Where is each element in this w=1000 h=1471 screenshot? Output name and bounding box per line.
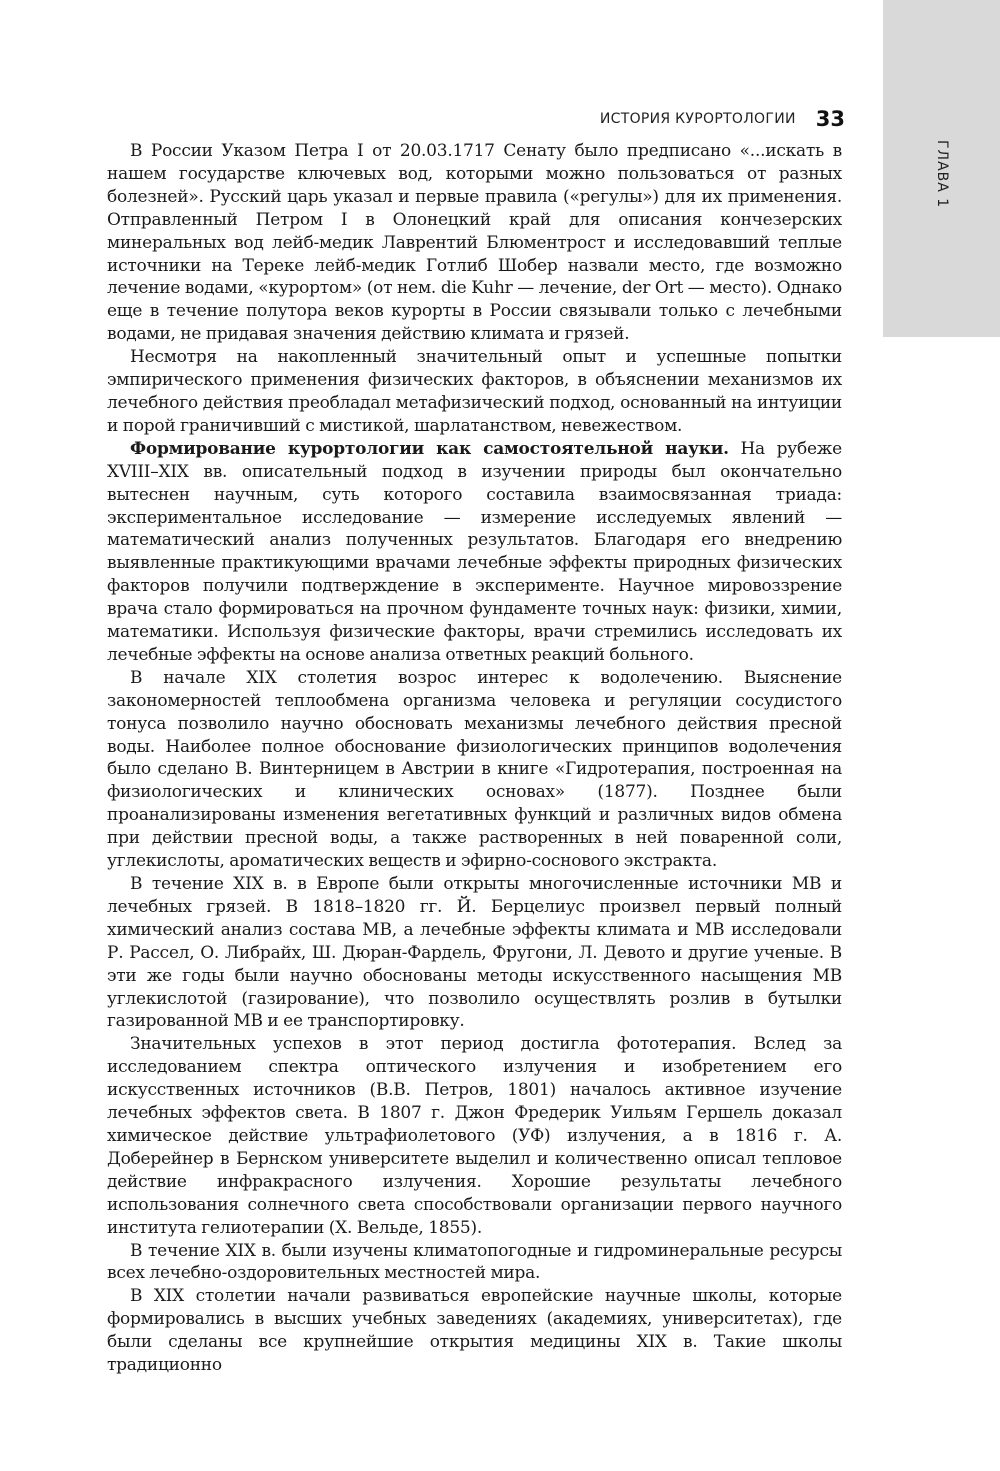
section-heading: Формирование курортологии как самостоятельной науки. <box>130 438 729 459</box>
paragraph-scientific-schools: В XIX столетии начали развиваться европейские научные школы, которые формировались в высших учебных заведениях (академиях, университетах), где были сделаны все крупнейшие открытия медицины XIX в. Такие школы традиционно <box>107 1286 842 1376</box>
paragraph-metaphysical-approach: Несмотря на накопленный значительный опыт и успешные попытки эмпирического применения физических факторов, в объяснении механизмов их лечебного действия преобладал метафизический подход, основанный на интуиции и порой граничивший с мистикой, шарлатанством, невежеством. <box>107 347 842 436</box>
paragraph-climate-resources: В течение XIX в. были изучены климатопогодные и гидроминеральные ресурсы всех лечебно-оздоровительных местностей мира. <box>107 1240 842 1284</box>
paragraph-ukaz-petra: В России Указом Петра I от 20.03.1717 Сенату было предписано «...искать в нашем государстве ключевых вод, которыми можно пользоваться от разных болезней». Русский царь указал и первые правила («регулы») для их применения. Отправленный Петром I в Олонецкий край для описания кончезерских минеральных вод лейб-медик Лаврентий Блюментрост и исследовавший теплые источники на Тереке лейб-медик Готлиб Шобер назвали место, где возможно лечение водами, «курортом» (от нем. die Kuhr — лечение, der Ort — место). Однако еще в течение полутора веков курорты в России связывали только с лечебными водами, не придавая значения действию климата и грязей. <box>107 141 842 345</box>
paragraph-mineral-waters: В течение XIX в. в Европе были открыты многочисленные источники МВ и лечебных грязей. В 1818–1820 гг. Й. Берцелиус произвел первый полный химический анализ состава МВ, а лечебные эффекты климата и МВ исследовали Р. Рассел, О. Либрайх, Ш. Дюран-Фардель, Фругони, Л. Девото и другие ученые. В эти же годы были научно обоснованы методы искусственного насыщения МВ углекислотой (газирование), что позволило осуществлять розлив в бутылки газированной МВ и ее транспортировку. <box>107 874 842 1032</box>
running-header <box>560 104 845 134</box>
paragraph-hydrotherapy: В начале XIX столетия возрос интерес к водолечению. Выяснение закономерностей теплообмена организма человека и регуляции сосудистого тонуса позволило научно обосновать механизмы лечебного действия пресной воды. Наиболее полное обоснование физиологических принципов водолечения было сделано В. Винтерницем в Австрии в книге «Гидротерапия, построенная на физиологических и клинических основах» (1877). Позднее были проанализированы изменения вегетативных функций и различных видов обмена при действии пресной воды, а также растворенных в ней поваренной соли, углекислоты, ароматических веществ и эфирно-соснового экстракта. <box>107 667 842 872</box>
paragraph-formation-of-science <box>107 438 842 667</box>
running-title: ИСТОРИЯ КУРОРТОЛОГИИ <box>599 111 796 127</box>
main-text <box>107 140 842 1377</box>
chapter-label: ГЛАВА 1 <box>934 140 950 209</box>
page-number: 33 <box>815 107 845 131</box>
paragraph-phototherapy: Значительных успехов в этот период достигла фототерапия. Вслед за исследованием спектра оптического излучения и изобретением его искусственных источников (В.В. Петров, 1801) началось активное изучение лечебных эффектов света. В 1807 г. Джон Фредерик Уильям Гершель доказал химическое действие ультрафиолетового (УФ) излучения, а в 1816 г. А. Доберейнер в Бернском университете выделил и количественно описал тепловое действие инфракрасного излучения. Хорошие результаты лечебного использования солнечного света способствовали организации первого научного института гелиотерапии (Х. Вельде, 1855). <box>107 1034 842 1238</box>
paragraph-formation-text: На рубеже XVIII–XIX вв. описательный подход в изучении природы был окончательно вытеснен научным, суть которого составила взаимосвязанная триада: экспериментальное исследование — измерение исследуемых явлений — математический анализ полученных результатов. Благодаря его внедрению выявленные практикующими врачами лечебные эффекты природных физических факторов получили подтверждение в эксперименте. Научное мировоззрение врача стало формироваться на прочном фундаменте точных наук: физики, химии, математики. Используя физические факторы, врачи стремились исследовать их лечебные эффекты на основе анализа ответных реакций больного. <box>107 438 842 665</box>
